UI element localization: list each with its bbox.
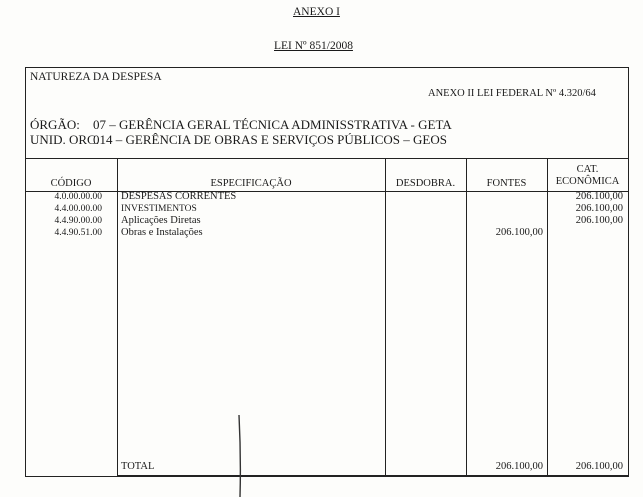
total-rule — [117, 475, 628, 476]
row-especificacao: Obras e Instalações — [121, 227, 203, 238]
column-divider — [466, 159, 467, 475]
header-codigo: CÓDIGO — [50, 178, 92, 189]
total-label: TOTAL — [121, 461, 155, 472]
unid-orc-value: 014 – GERÊNCIA DE OBRAS E SERVIÇOS PÚBLICOS – GEOS — [93, 132, 447, 147]
unid-orc-label: UNID. ORC. — [30, 132, 99, 147]
federal-reference: ANEXO II LEI FEDERAL Nº 4.320/64 — [428, 88, 596, 99]
orgao-value: 07 – GERÊNCIA GERAL TÉCNICA ADMINISSTRATIVA - GETA — [93, 117, 452, 132]
header-bottom-rule — [25, 191, 628, 192]
row-especificacao: DESPESAS CORRENTES — [121, 191, 237, 202]
total-cat-economica: 206.100,00 — [575, 461, 623, 472]
header-cat-line1: CAT. — [576, 164, 599, 175]
nature-heading: NATUREZA DA DESPESA — [30, 71, 162, 83]
row-fontes: 206.100,00 — [495, 227, 543, 238]
header-cat-line2: ECONÔMICA — [555, 176, 620, 187]
header-especificacao: ESPECIFICAÇÃO — [210, 178, 292, 189]
row-especificacao: Aplicações Diretas — [121, 215, 201, 226]
column-divider — [117, 159, 118, 475]
law-title: LEI Nº 851/2008 — [274, 40, 353, 52]
row-codigo: 4.0.00.00.00 — [54, 192, 102, 202]
column-divider — [385, 159, 386, 475]
row-codigo: 4.4.90.00.00 — [54, 216, 102, 226]
pen-mark — [236, 415, 244, 497]
row-cat-economica: 206.100,00 — [575, 203, 623, 214]
header-fontes: FONTES — [486, 178, 527, 189]
orgao-label: ÓRGÃO: — [30, 117, 80, 132]
row-cat-economica: 206.100,00 — [575, 215, 623, 226]
header-desdobra: DESDOBRA. — [395, 178, 456, 189]
annex-title: ANEXO I — [293, 6, 340, 18]
table-top-rule — [25, 158, 628, 159]
row-codigo: 4.4.90.51.00 — [54, 228, 102, 238]
row-codigo: 4.4.00.00.00 — [54, 204, 102, 214]
total-fontes: 206.100,00 — [495, 461, 543, 472]
row-especificacao: INVESTIMENTOS — [121, 204, 197, 214]
row-cat-economica: 206.100,00 — [575, 191, 623, 202]
